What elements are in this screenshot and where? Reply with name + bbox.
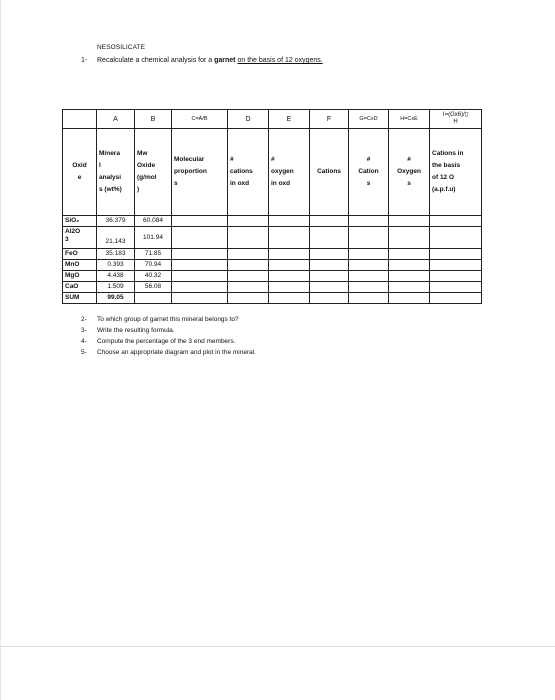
letter-cell-d: D [228, 110, 269, 129]
question-number: 3- [81, 327, 87, 334]
header-mw-line: ) [137, 186, 140, 193]
letter-cell-a: A [97, 110, 135, 129]
table-row-al2o3 [63, 227, 482, 249]
cell-empty[interactable] [172, 227, 228, 249]
letter-cell-h: H=CxE [389, 110, 430, 129]
cell-empty[interactable] [389, 260, 430, 271]
cell-empty[interactable] [310, 293, 349, 304]
question-item [81, 336, 256, 347]
cell-empty[interactable] [172, 271, 228, 282]
cell-empty[interactable] [228, 249, 269, 260]
table-row-cao [63, 282, 482, 293]
header-molecular-proportions [172, 129, 228, 216]
cell-empty[interactable] [172, 293, 228, 304]
page-separator [0, 646, 555, 647]
header-f-line: Cations [317, 168, 341, 175]
cell-empty[interactable] [228, 260, 269, 271]
cell-analysis: 21.143 [97, 227, 135, 249]
cell-empty[interactable] [389, 249, 430, 260]
cell-empty[interactable] [430, 260, 482, 271]
header-mw-line: Mw [137, 150, 148, 157]
question-text: To which group of garnet this mineral belongs to? [97, 316, 239, 323]
cell-empty[interactable] [310, 249, 349, 260]
cell-empty[interactable] [310, 282, 349, 293]
cell-empty[interactable] [172, 249, 228, 260]
cell-mw: 40.32 [135, 271, 172, 282]
header-mw-line: (g/mol [137, 174, 157, 181]
table-row-mgo [63, 271, 482, 282]
header-cation-count [349, 129, 389, 216]
cell-empty[interactable] [228, 282, 269, 293]
header-e-line: oxygen [271, 168, 294, 175]
header-d-line: in oxd [230, 180, 250, 187]
cell-empty[interactable] [389, 227, 430, 249]
header-e-line: # [271, 156, 275, 163]
cell-oxide [63, 227, 97, 249]
page-edge [0, 0, 1, 700]
cell-mw: 56.08 [135, 282, 172, 293]
header-cations [310, 129, 349, 216]
cell-empty[interactable] [349, 227, 389, 249]
header-oxide-line: e [77, 174, 82, 181]
cell-oxide: SUM [63, 293, 97, 304]
cell-empty[interactable] [430, 271, 482, 282]
cell-analysis: 35.183 [97, 249, 135, 260]
header-cations-12-oxygen [430, 129, 482, 216]
cell-empty[interactable] [430, 216, 482, 227]
header-i-line: Cations in [432, 150, 464, 157]
cell-empty[interactable] [269, 271, 310, 282]
cell-mw: 101.94 [135, 227, 172, 249]
cell-empty[interactable] [349, 249, 389, 260]
letter-cell-g: G=CxD [349, 110, 389, 129]
question-item [81, 314, 256, 325]
calculation-table [62, 109, 482, 304]
cell-empty[interactable] [269, 216, 310, 227]
header-g-line: Cation [358, 168, 379, 175]
letter-cell-c: C=A/B [172, 110, 228, 129]
cell-analysis-total: 99.05 [97, 293, 135, 304]
header-molecular-line: Molecular [174, 156, 205, 163]
header-h-line: Oxygen [397, 168, 421, 175]
letter-cell-b: B [135, 110, 172, 129]
letter-cell-e: E [269, 110, 310, 129]
header-i-line: the basis [432, 162, 461, 169]
question-number: 5- [81, 349, 87, 356]
header-mw-oxide [135, 129, 172, 216]
header-i-line: (a.p.f.u) [432, 186, 456, 193]
table-row-feo [63, 249, 482, 260]
question-text: Choose an appropriate diagram and plot in the mineral. [97, 349, 256, 356]
task-1-text-start: Recalculate a chemical analysis for a [97, 57, 215, 64]
cell-analysis: 36.379 [97, 216, 135, 227]
cell-empty[interactable] [310, 260, 349, 271]
cell-empty[interactable] [269, 260, 310, 271]
header-mw-line: Oxide [137, 162, 156, 169]
task-1-basis: on the basis of 12 oxygens. [237, 57, 323, 64]
cell-empty[interactable] [430, 249, 482, 260]
cell-analysis: 0.393 [97, 260, 135, 271]
question-text: Write the resulting formula. [97, 327, 175, 334]
header-oxygen-count [389, 129, 430, 216]
header-mineral-analysis [97, 129, 135, 216]
header-mineral-line: analysi [99, 174, 122, 181]
cell-oxide: SiO₂ [63, 216, 97, 227]
question-number: 4- [81, 338, 87, 345]
cell-empty[interactable] [269, 227, 310, 249]
cell-empty[interactable] [430, 227, 482, 249]
header-molecular-line: proportion [174, 168, 207, 175]
task-1-number: 1- [81, 57, 88, 64]
question-list [81, 314, 256, 358]
header-mineral-line: l [99, 162, 101, 169]
letter-cell-i [430, 110, 482, 129]
header-g-line: s [366, 180, 371, 187]
letter-cell-empty [63, 110, 97, 129]
header-oxide [63, 129, 97, 216]
header-mineral-line: Minera [99, 150, 120, 157]
cell-empty[interactable] [430, 282, 482, 293]
header-row [63, 129, 482, 216]
header-h-line: s [407, 180, 411, 187]
header-molecular-line: s [174, 180, 178, 187]
column-letters-row [63, 110, 482, 129]
question-item [81, 325, 256, 336]
header-d-line: # [230, 156, 234, 163]
cell-empty[interactable] [172, 216, 228, 227]
cell-oxide: MgO [63, 271, 97, 282]
cell-mw: 71.85 [135, 249, 172, 260]
cell-empty[interactable] [310, 227, 349, 249]
task-1 [81, 57, 323, 64]
header-d-line: cations [230, 168, 253, 175]
cell-empty[interactable] [349, 260, 389, 271]
cell-empty[interactable] [172, 260, 228, 271]
cell-empty[interactable] [172, 282, 228, 293]
cell-empty[interactable] [228, 216, 269, 227]
header-cations-in-oxide [228, 129, 269, 216]
header-h-line: # [407, 156, 411, 163]
cell-empty[interactable] [228, 271, 269, 282]
cell-empty[interactable] [269, 293, 310, 304]
header-i-line: of 12 O [432, 174, 455, 181]
letter-cell-f: F [310, 110, 349, 129]
cell-oxide-formula: Al2O [65, 228, 81, 235]
cell-empty[interactable] [269, 249, 310, 260]
header-oxide-line: Oxid [72, 162, 87, 169]
header-g-line: # [366, 156, 371, 163]
question-number: 2- [81, 316, 87, 323]
header-mineral-line: s (wt%) [99, 186, 122, 193]
cell-empty[interactable] [310, 271, 349, 282]
cell-mw [135, 293, 172, 304]
task-1-mineral: garnet [214, 57, 236, 64]
table-row-sum [63, 293, 482, 304]
cell-empty[interactable] [389, 282, 430, 293]
cell-oxide: MnO [63, 260, 97, 271]
cell-empty[interactable] [349, 293, 389, 304]
cell-mw: 60.084 [135, 216, 172, 227]
cell-empty[interactable] [389, 216, 430, 227]
cell-empty[interactable] [389, 293, 430, 304]
cell-empty[interactable] [269, 282, 310, 293]
cell-empty[interactable] [349, 271, 389, 282]
letter-cell-i-formula: I=(Gx6)/▯ [442, 112, 469, 118]
question-item [81, 347, 256, 358]
document-heading: NESOSILICATE [97, 44, 146, 51]
cell-oxide: FeO [63, 249, 97, 260]
table-row-sio2 [63, 216, 482, 227]
question-text: Compute the percentage of the 3 end members. [97, 338, 236, 345]
cell-oxide-subscript: 3 [65, 236, 69, 243]
cell-empty[interactable] [430, 293, 482, 304]
task-1-text [97, 57, 323, 64]
cell-empty[interactable] [228, 227, 269, 249]
cell-empty[interactable] [349, 282, 389, 293]
cell-oxide: CaO [63, 282, 97, 293]
cell-empty[interactable] [389, 271, 430, 282]
header-oxygen-in-oxide [269, 129, 310, 216]
cell-mw: 70.94 [135, 260, 172, 271]
table-row-mno [63, 260, 482, 271]
cell-analysis: 1.509 [97, 282, 135, 293]
cell-empty[interactable] [228, 293, 269, 304]
cell-empty[interactable] [310, 216, 349, 227]
cell-empty[interactable] [349, 216, 389, 227]
letter-cell-i-denominator: H [453, 119, 458, 125]
header-e-line: in oxd [271, 180, 291, 187]
cell-analysis: 4.438 [97, 271, 135, 282]
